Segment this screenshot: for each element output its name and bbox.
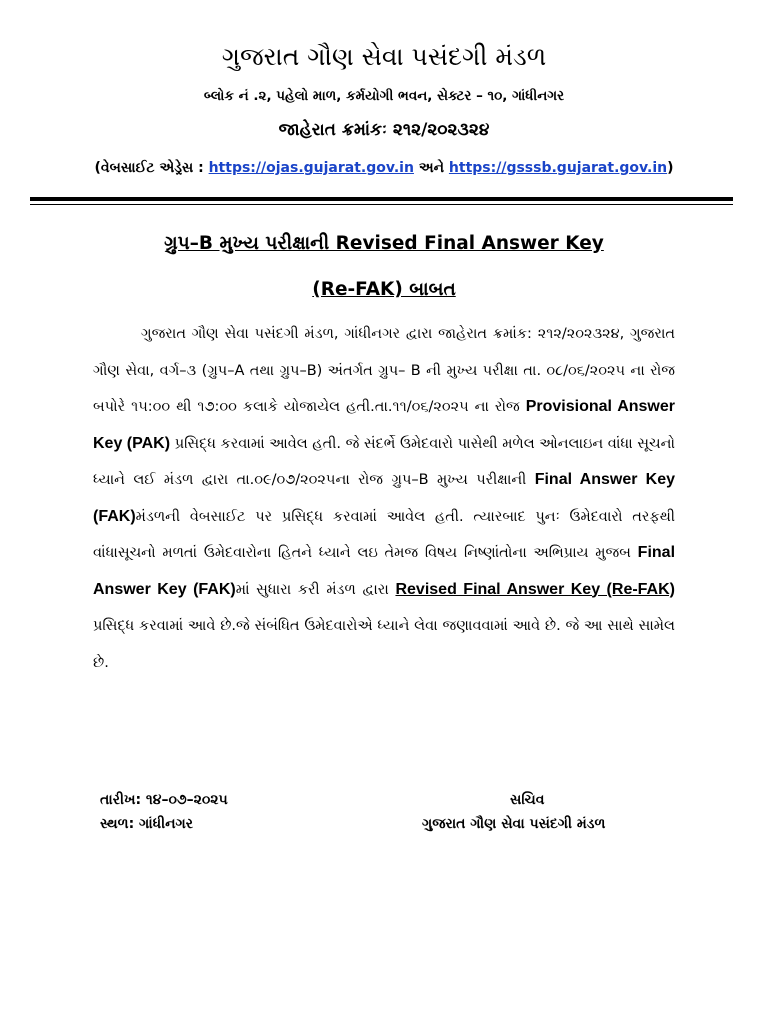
org-title: ગુજરાત ગૌણ સેવા પસંદગી મંડળ — [221, 42, 547, 71]
secretary-designation: સચિવ — [510, 792, 545, 808]
place-line: સ્થળ: ગાંધીનગર — [100, 816, 194, 832]
body-part-5: પ્રસિદ્ધ કરવામાં આવે છે.જે સંબંધિત ઉમેદવારોએ ધ્યાને લેવા જણાવવામાં આવે છે. જે આ સાથે સામેલ છે. — [93, 618, 675, 671]
fak-text-1: Final Answer Key (FAK) — [93, 471, 676, 525]
body-part-3: મંડળની વેબસાઈટ પર પ્રસિદ્ધ કરવામાં આવેલ હતી. ત્યારબાદ પુનઃ ઉમેદવારો તરફથી વાંધાસૂચનો મળતાં ઉમેદવારોના હિતને ધ્યાને લઇ તેમજ વિષય નિષ્ણાંતોના અભિપ્રાય મુજબ — [93, 508, 675, 561]
org-address: બ્લોક નં .૨, પહેલો માળ, કર્મયોગી ભવન, સેક્ટર – ૧૦, ગાંધીનગર — [203, 88, 565, 104]
website-prefix: (વેબસાઈટ એડ્રેસ : — [94, 160, 204, 176]
secretary-organization: ગુજરાત ગૌણ સેવા પસંદગી મંડળ — [422, 816, 606, 832]
pak-text: Provisional Answer Key (PAK) — [93, 398, 675, 452]
date-line: તારીખ: ૧૪–૦૭–૨૦૨૫ — [100, 792, 228, 808]
body-part-1: ગુજરાત ગૌણ સેવા પસંદગી મંડળ, ગાંધીનગર દ્વારા જાહેરાત ક્રમાંક: ૨૧૨/૨૦૨૩૨૪, ગુજરાત ગૌણ સેવા, વર્ગ–૩ (ગ્રુપ–A તથા ગ્રુપ–B) અંતર્ગત ગ્રુપ– B ની મુખ્ય પરીક્ષા તા. ૦૮/૦૬/૨૦૨૫ ના રોજ બપોરે ૧૫:૦૦ થી ૧૭:૦૦ કલાકે યોજાયેલ હતી.તા.૧૧/૦૬/૨૦૨૫ ના રોજ — [93, 326, 675, 415]
advertisement-number: જાહેરાત ક્રમાંકઃ ૨૧૨/૨૦૨૩૨૪ — [278, 120, 490, 140]
body-part-2: પ્રસિદ્ધ કરવામાં આવેલ હતી. જે સંદર્ભે ઉમેદવારો પાસેથી મળેલ ઓનલાઇન વાંધા સૂચનો ધ્યાને લઈ મંડળ દ્વારા તા.૦૯/૦૭/૨૦૨૫ના રોજ ગ્રુપ–B મુખ્ય પરીક્ષાની — [93, 435, 676, 488]
fak-text-2: Final Answer Key (FAK) — [93, 544, 676, 598]
website-line — [0, 160, 768, 176]
subject-line-2 — [0, 279, 768, 300]
header-divider-thin — [30, 204, 733, 205]
notice-body — [93, 316, 675, 681]
subject-line-1 — [0, 233, 768, 254]
subject-text-2: (Re-FAK) બાબત — [312, 279, 456, 300]
body-part-4: માં સુધારા કરી મંડળ દ્વારા — [235, 581, 389, 598]
ojas-link[interactable]: https://ojas.gujarat.gov.in — [208, 160, 414, 176]
gsssb-link[interactable]: https://gsssb.gujarat.gov.in — [448, 160, 668, 176]
refak-text: Revised Final Answer Key (Re-FAK) — [395, 580, 675, 598]
header-divider-thick — [30, 197, 733, 201]
subject-text-1: ગ્રુપ–B મુખ્ય પરીક્ષાની Revised Final Answer Key — [164, 233, 604, 254]
website-and: અને — [418, 160, 445, 176]
website-suffix: ) — [667, 160, 674, 176]
